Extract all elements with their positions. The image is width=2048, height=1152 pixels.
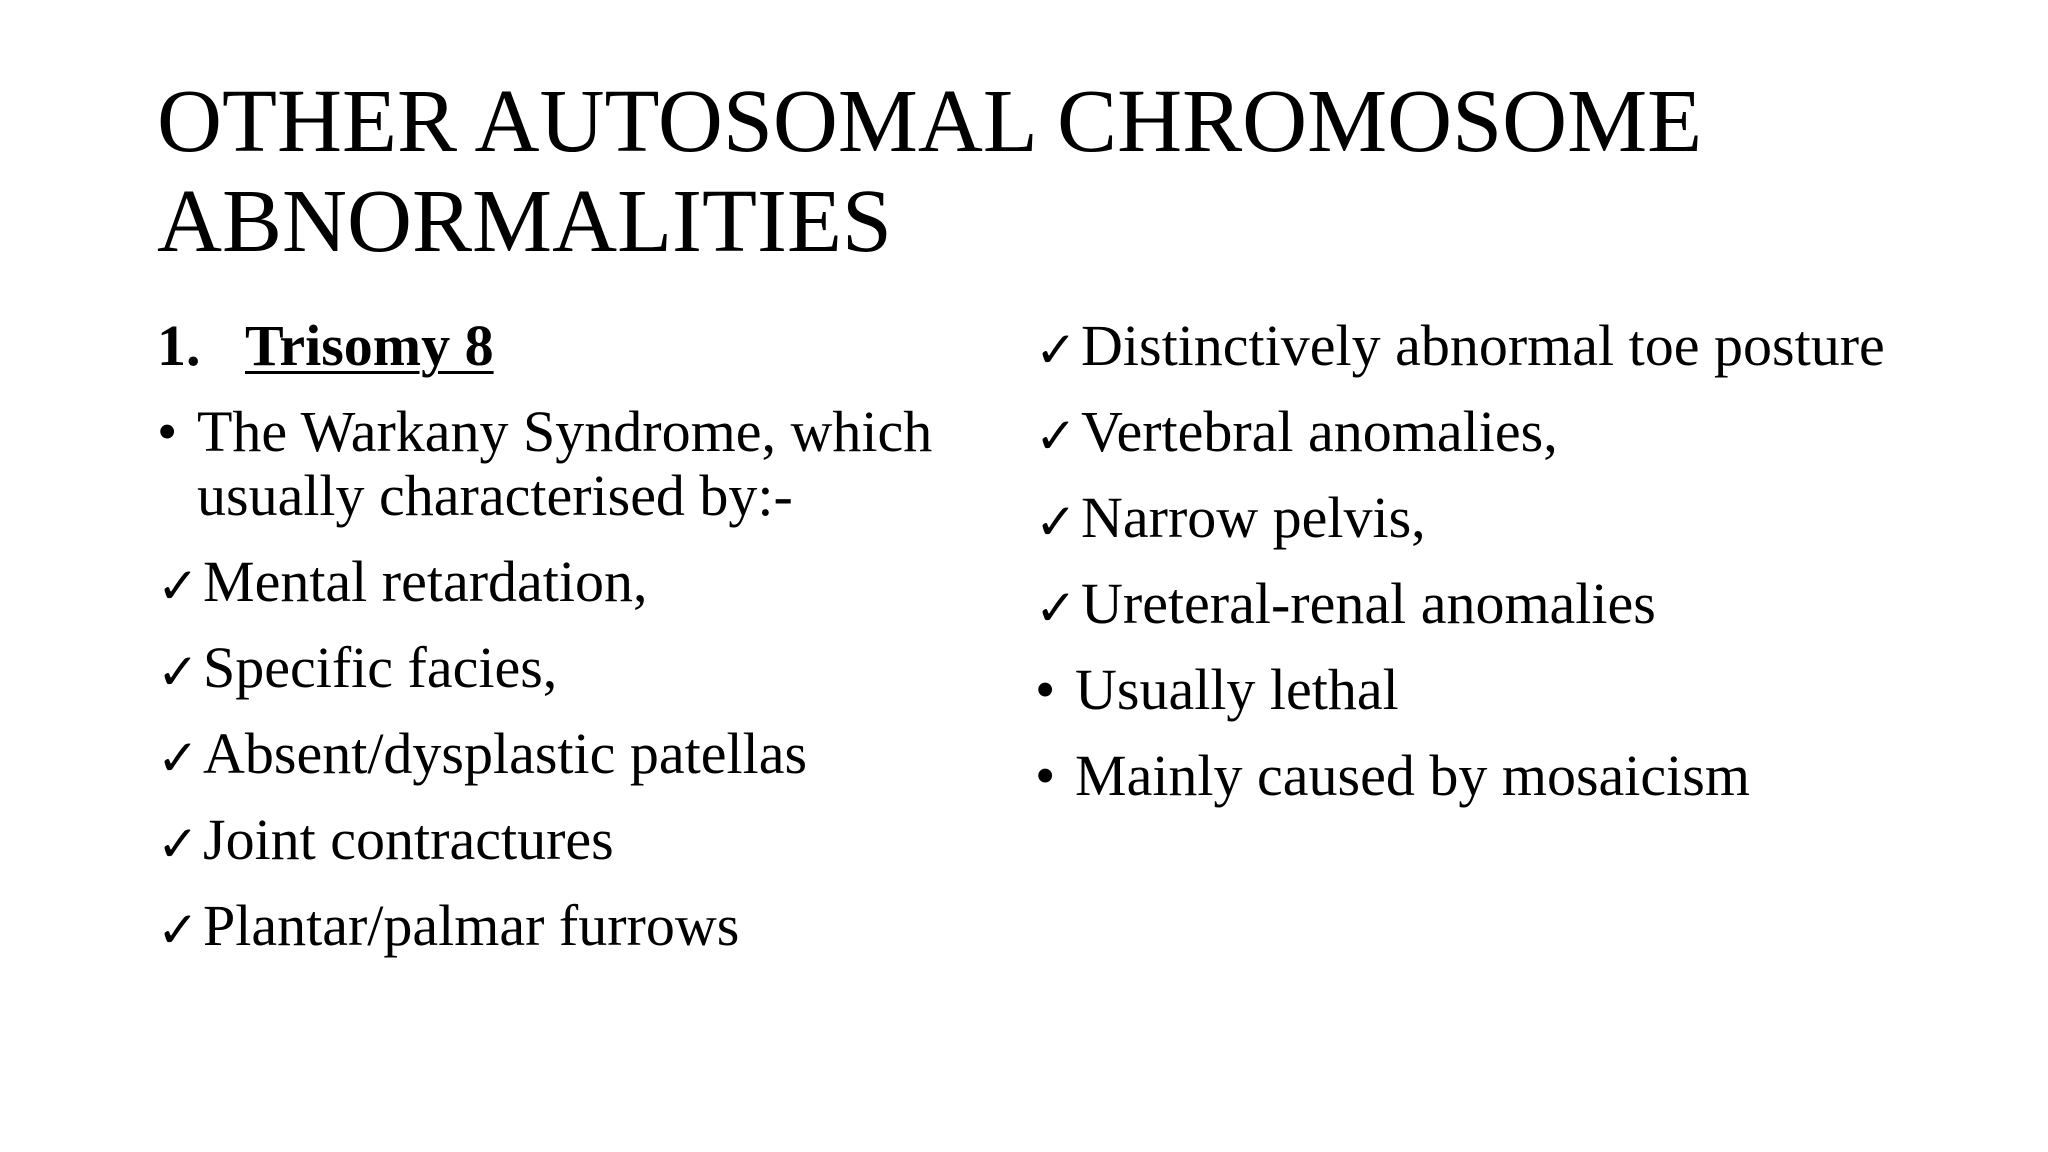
heading-label: Trisomy 8	[245, 313, 494, 378]
bullet-item	[1035, 658, 1915, 722]
intro-bullet-text: The Warkany Syndrome, which usually characterised by:-	[197, 399, 933, 528]
check-item-text: Absent/dysplastic patellas	[203, 721, 808, 786]
check-item	[157, 722, 1037, 786]
bullet-item	[1035, 744, 1915, 808]
check-item-text: Distinctively abnormal toe posture	[1081, 313, 1885, 378]
numbered-heading	[157, 314, 1037, 378]
bullet-icon: •	[1035, 743, 1056, 808]
slide-title	[157, 72, 1917, 272]
check-item-text: Narrow pelvis,	[1081, 485, 1426, 550]
check-item-text: Vertebral anomalies,	[1081, 399, 1558, 464]
check-item-text: Plantar/palmar furrows	[203, 893, 740, 958]
checkmark-icon: ✓	[157, 643, 199, 701]
checkmark-icon: ✓	[1035, 407, 1077, 465]
check-item	[1035, 400, 1915, 464]
heading-number: 1.	[157, 313, 201, 378]
bullet-item-text: Mainly caused by mosaicism	[1075, 743, 1750, 808]
check-item	[1035, 314, 1915, 378]
right-column	[1035, 314, 1915, 830]
checkmark-icon: ✓	[1035, 493, 1077, 551]
check-item	[157, 636, 1037, 700]
checkmark-icon: ✓	[157, 901, 199, 959]
slide-title-line-2: ABNORMALITIES	[157, 172, 892, 271]
bullet-item-text: Usually lethal	[1075, 657, 1399, 722]
check-item	[1035, 572, 1915, 636]
check-item-text: Joint contractures	[203, 807, 614, 872]
checkmark-icon: ✓	[157, 815, 199, 873]
check-item	[157, 894, 1037, 958]
checkmark-icon: ✓	[1035, 579, 1077, 637]
check-item-text: Ureteral-renal anomalies	[1081, 571, 1656, 636]
bullet-icon: •	[157, 399, 178, 464]
intro-bullet-item	[157, 400, 1037, 528]
checkmark-icon: ✓	[157, 729, 199, 787]
checkmark-icon: ✓	[157, 557, 199, 615]
bullet-icon: •	[1035, 657, 1056, 722]
check-item	[1035, 486, 1915, 550]
check-item	[157, 550, 1037, 614]
checkmark-icon: ✓	[1035, 321, 1077, 379]
check-item-text: Specific facies,	[203, 635, 558, 700]
slide-title-line-1: OTHER AUTOSOMAL CHROMOSOME	[157, 72, 1703, 171]
left-column	[157, 314, 1037, 980]
check-item	[157, 808, 1037, 872]
check-item-text: Mental retardation,	[203, 549, 648, 614]
